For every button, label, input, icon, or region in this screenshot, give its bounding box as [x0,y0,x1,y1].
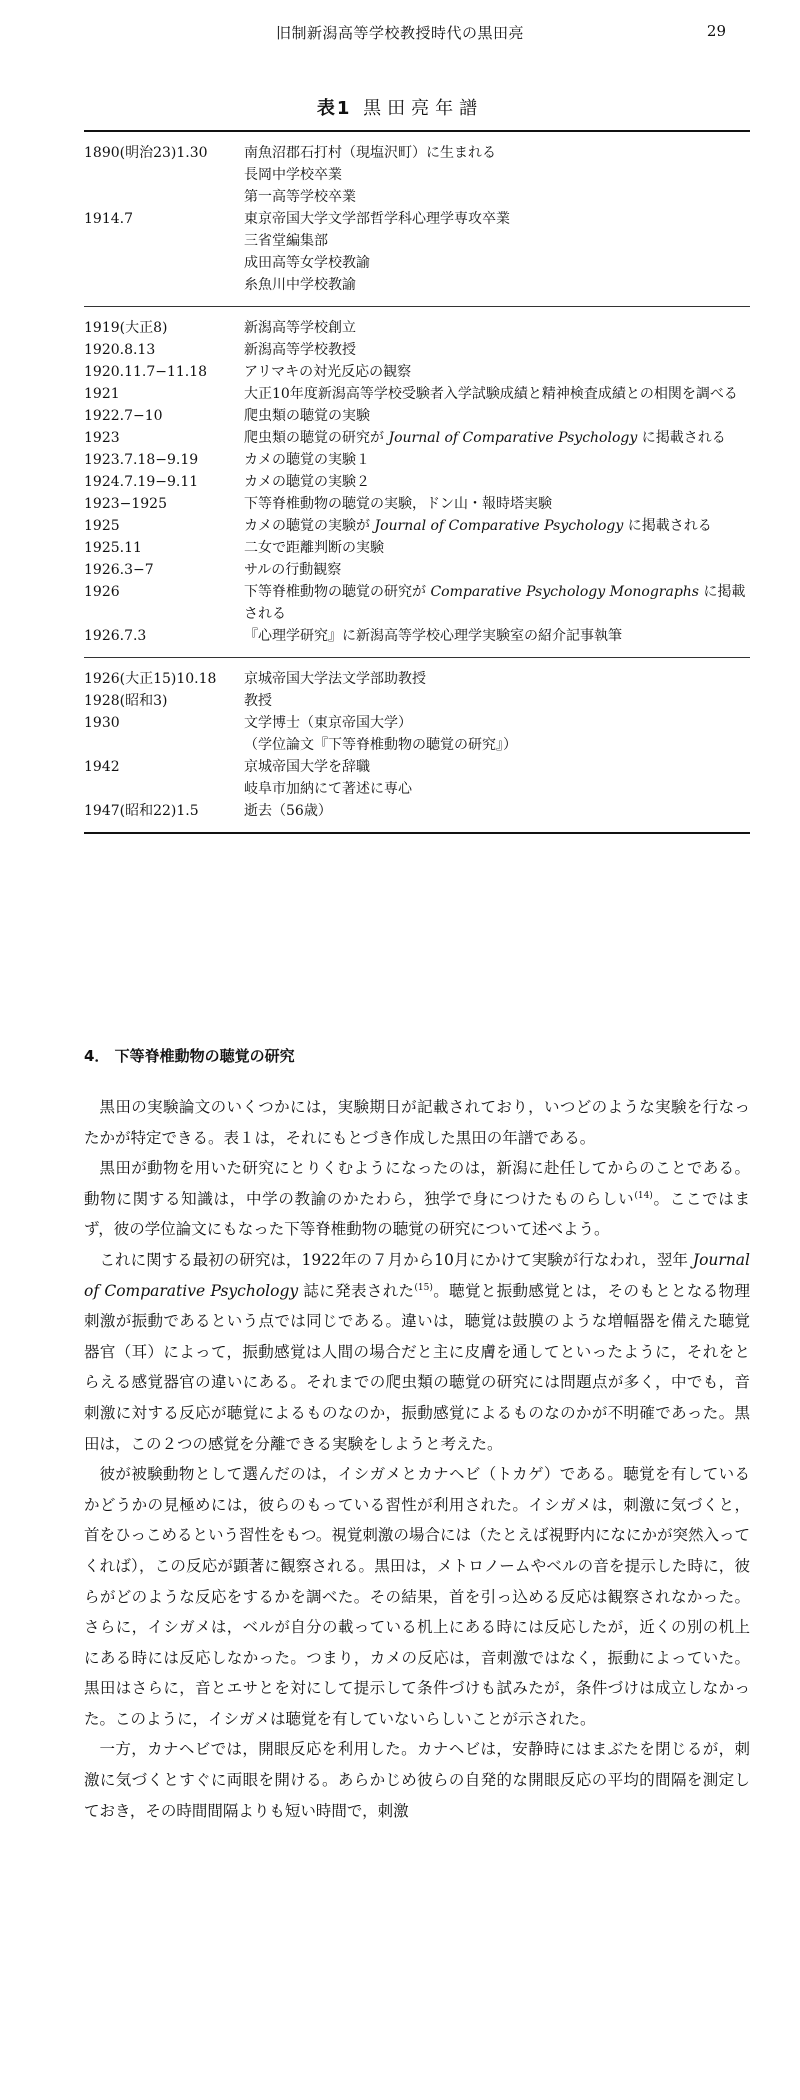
table-row [84,493,750,515]
row-event: 二女で距離判断の実験 [244,540,384,556]
paragraph: これに関する最初の研究は，1922年の７月から10月にかけて実験が行なわれ，翌年 Journal of Comparative Psychology 誌に発表された$^{(15)}$。聴覚と振動感覚とは，そのもととなる物理刺激が振動であるという点では同じである。違いは，聴覚は鼓膜のような増幅器を備えた聴覚器官（耳）によって，振動感覚は人間の場合だと主に皮膚を通してといったように，それをとらえる感覚器官の違いにある。それまでの爬虫類の聴覚の研究には問題点が多く，中でも，音刺激に対する反応が聴覚によるものなのか，振動感覚によるものなのかが不明確であった。黒田は，この２つの感覚を分離できる実験をしようと考えた。 [84,1250,751,1453]
table-row [84,625,750,647]
chronology-table [84,130,750,834]
row-date: 1926(大正15)10.18 [84,671,217,687]
row-event: 京城帝国大学法文学部助教授 [244,671,426,687]
running-title: 旧制新潟高等学校教授時代の黒田亮 [275,24,524,42]
row-event: 爬虫類の聴覚の実験 [244,408,370,424]
row-date: 1926.7.3 [84,628,147,644]
row-date [84,252,244,274]
row-event: 教授 [244,693,272,709]
row-event: 三省堂編集部 [244,233,328,249]
row-event: 南魚沼郡石打村（現塩沢町）に生まれる [244,145,496,161]
row-event: カメの聴覚の実験１ [244,452,370,468]
paragraph: 彼が被験動物として選んだのは，イシガメとカナヘビ（トカゲ）である。聴覚を有しているかどうかの見極めには，彼らのもっている習性が利用された。イシガメは，刺激に気づくと，首をひっこめるという習性をもつ。視覚刺激の場合には（たとえば視野内になにかが突然入ってくれば），この反応が顕著に観察される。黒田は，メトロノームやベルの音を提示した時に，彼らがどのような反応をするかを調べた。その結果，首を引っ込める反応は観察されなかった。さらに，イシガメは，ベルが自分の載っている机上にある時には反応したが，近くの別の机上にある時には反応しなかった。つまり，カメの反応は，音刺激ではなく，振動によっていた。黒田はさらに，音とエサとを対にして提示して条件づけも試みたが，条件づけは成立しなかった。このように，イシガメは聴覚を有していないらしいことが示された。 [84,1465,750,1728]
row-date: 1924.7.19−9.11 [84,474,199,490]
row-event: 新潟高等学校創立 [244,320,356,336]
table-row [84,230,750,252]
row-event: 長岡中学校卒業 [244,167,342,183]
row-date: 1930 [84,715,120,731]
table-row [84,559,750,581]
table-row [84,800,750,822]
journal-title: Comparative Psychology Monographs [426,584,704,600]
table-row [84,361,750,383]
row-event: 『心理学研究』に新潟高等学校心理学実験室の紹介記事執筆 [244,628,622,644]
table-row [84,581,750,625]
table-row [84,449,750,471]
row-date [84,230,244,252]
row-event: （学位論文『下等脊椎動物の聴覚の研究』） [244,737,517,753]
row-event: 爬虫類の聴覚の研究が Journal of Comparative Psychology に掲載される [244,430,726,446]
row-date: 1926.3−7 [84,562,154,578]
table-row [84,208,750,230]
table-row [84,471,750,493]
journal-title: Journal of Comparative Psychology [84,1250,751,1300]
paragraph: 一方，カナヘビでは，開眼反応を利用した。カナヘビは，安静時にはまぶたを閉じるが，刺激に気づくとすぐに両眼を開ける。あらかじめ彼らの自発的な開眼反応の平均的間隔を測定しておき，その時間間隔よりも短い時間で，刺激 [84,1740,750,1820]
table-row [84,405,750,427]
table-block [84,658,750,832]
journal-title: Journal of Comparative Psychology [370,518,628,534]
table-block [84,307,750,657]
table-row [84,668,750,690]
reference-mark: (15) [414,1282,433,1293]
row-date: 1922.7−10 [84,408,163,424]
table-row [84,317,750,339]
row-event: 東京帝国大学文学部哲学科心理学専攻卒業 [244,211,510,227]
row-date [84,274,244,296]
row-date: 1926 [84,584,120,600]
row-date: 1920.11.7−11.18 [84,364,208,380]
table-row [84,142,750,164]
section-heading [84,1045,295,1066]
table-row [84,756,750,778]
section-number: 4． [84,1047,110,1065]
row-event: 新潟高等学校教授 [244,342,356,358]
row-date: 1923 [84,430,120,446]
table-row [84,537,750,559]
table-row [84,515,750,537]
row-date: 1928(昭和3) [84,693,168,709]
row-date: 1890(明治23)1.30 [84,145,208,161]
row-event: 糸魚川中学校教諭 [244,277,356,293]
paragraph: 黒田の実験論文のいくつかには，実験期日が記載されており，いつどのような実験を行なったかが特定できる。表１は，それにもとづき作成した黒田の年譜である。 [84,1098,750,1147]
row-date [84,164,244,186]
row-date: 1925.11 [84,540,142,556]
table-row [84,778,750,800]
table-row [84,252,750,274]
paragraph: 黒田が動物を用いた研究にとりくむようになったのは，新潟に赴任してからのことである。動物に関する知識は，中学の教諭のかたわら，独学で身につけたものらしい$^{(14)}$。ここではまず，彼の学位論文にもなった下等脊椎動物の聴覚の研究について述べよう。 [84,1159,750,1239]
row-date [84,778,244,800]
row-date: 1914.7 [84,211,133,227]
table-caption-text: 黒田亮年譜 [363,98,484,119]
row-date: 1947(昭和22)1.5 [84,803,199,819]
table-row [84,734,750,756]
table-rule [84,832,750,834]
table-caption [0,94,800,120]
row-event: 大正10年度新潟高等学校受験者入学試験成績と精神検査成績との相関を調べる [244,386,738,402]
row-date [84,734,244,756]
table-caption-number: 表1 [316,98,352,119]
page-number: 29 [706,22,726,40]
journal-title: Journal of Comparative Psychology [384,430,642,446]
row-event: サルの行動観察 [244,562,342,578]
section-title: 下等脊椎動物の聴覚の研究 [114,1047,295,1065]
body-text [84,1092,750,1826]
row-event: 第一高等学校卒業 [244,189,356,205]
table-row [84,712,750,734]
row-date: 1923.7.18−9.19 [84,452,199,468]
row-event: カメの聴覚の実験が Journal of Comparative Psychology に掲載される [244,518,712,534]
row-date: 1925 [84,518,120,534]
table-row [84,164,750,186]
row-event: 下等脊椎動物の聴覚の実験，ドン山・報時塔実験 [244,496,552,512]
row-event: カメの聴覚の実験２ [244,474,370,490]
row-date [84,186,244,208]
running-header [0,22,800,46]
row-event: アリマキの対光反応の観察 [244,364,412,380]
row-event: 成田高等女学校教諭 [244,255,370,271]
row-date: 1920.8.13 [84,342,156,358]
table-block [84,132,750,306]
row-date: 1919(大正8) [84,320,168,336]
row-date: 1921 [84,386,120,402]
row-date: 1942 [84,759,120,775]
row-event: 下等脊椎動物の聴覚の研究が Comparative Psychology Monographs に掲載される [244,584,746,622]
table-row [84,690,750,712]
row-event: 岐阜市加納にて著述に専心 [244,781,412,797]
reference-mark: (14) [634,1190,653,1201]
row-event: 京城帝国大学を辞職 [244,759,370,775]
row-event: 文学博士（東京帝国大学） [244,715,412,731]
table-row [84,186,750,208]
table-row [84,274,750,296]
row-event: 逝去（56歳） [244,803,332,819]
table-row [84,427,750,449]
table-row [84,383,750,405]
row-date: 1923−1925 [84,496,167,512]
table-row [84,339,750,361]
